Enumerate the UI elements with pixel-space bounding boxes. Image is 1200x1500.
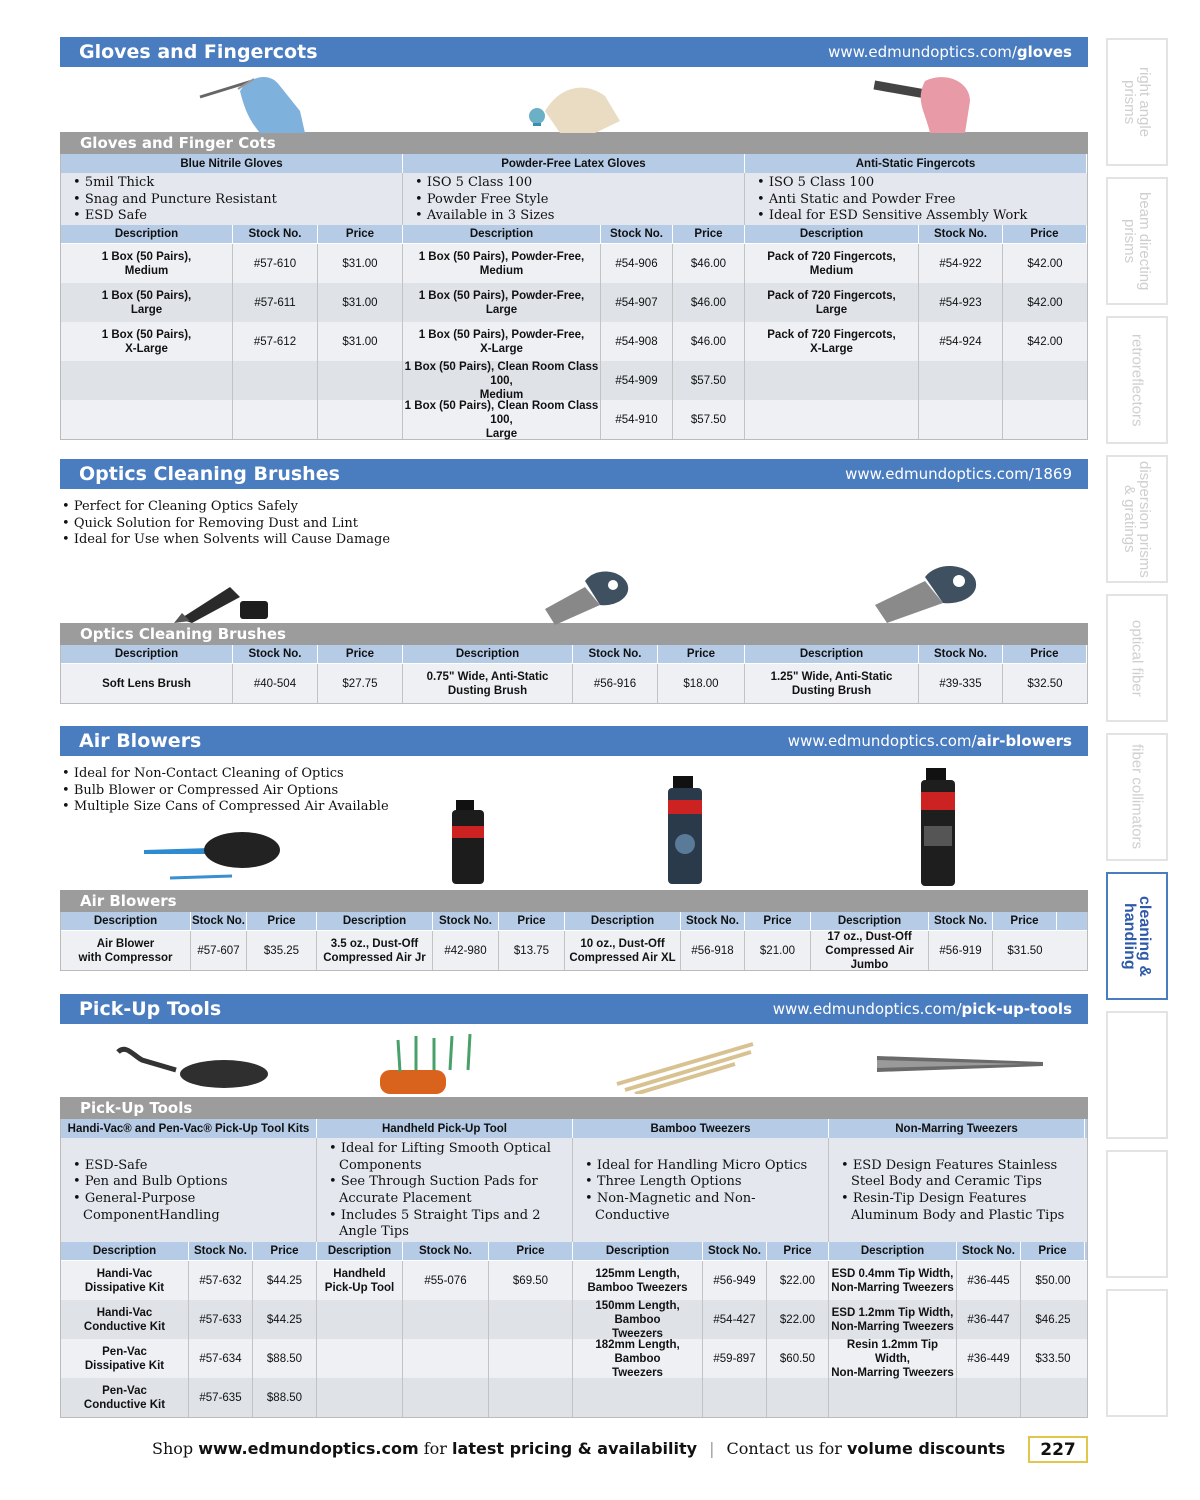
sidebar-tab-label: optical fiber <box>1128 619 1146 697</box>
family-bullets-row <box>61 1138 1087 1242</box>
column-header: Price <box>745 912 811 930</box>
description-cell: 17 oz., Dust-Off Compressed Air Jumbo <box>811 931 929 970</box>
stock-number-cell: #57-635 <box>189 1378 253 1417</box>
column-header: Description <box>829 1242 957 1260</box>
stock-number-cell: #54-909 <box>601 361 673 400</box>
sidebar-tab-label: fiber collimators <box>1128 744 1146 850</box>
stock-number-cell: #54-923 <box>919 283 1003 322</box>
stock-number-cell: #56-918 <box>681 931 745 970</box>
bullet-item: • Non-Magnetic and Non-Conductive <box>585 1191 828 1224</box>
sidebar-tabs <box>1106 38 1168 1428</box>
bullet-item: • Ideal for Use when Solvents will Cause Damage <box>62 532 390 549</box>
sidebar-tab[interactable] <box>1106 872 1168 1000</box>
description-cell: 150mm Length, Bamboo Tweezers <box>573 1300 703 1339</box>
stock-number-cell: #59-897 <box>703 1339 767 1378</box>
family-name: Powder-Free Latex Gloves <box>403 154 745 173</box>
pickup-section <box>60 994 1088 1418</box>
table-row <box>61 1378 1087 1417</box>
family-bullets-cell <box>61 1138 317 1242</box>
description-cell: 1 Box (50 Pairs), Large <box>61 283 233 322</box>
description-cell: Resin 1.2mm Tip Width, Non-Marring Tweezers <box>829 1339 957 1378</box>
bullet-item: • Resin-Tip Design Features Aluminum Body and Plastic Tips <box>841 1191 1085 1224</box>
family-name: Non-Marring Tweezers <box>829 1119 1085 1138</box>
table-row <box>61 283 1087 322</box>
bullet-list <box>317 1139 572 1241</box>
price-cell: $69.50 <box>489 1261 573 1300</box>
sidebar-tab-label: dispersion prisms & gratings <box>1121 460 1153 578</box>
price-cell: $60.50 <box>767 1339 829 1378</box>
price-cell: $46.00 <box>673 322 745 361</box>
gloves-images <box>60 67 1088 132</box>
family-name: Blue Nitrile Gloves <box>61 154 403 173</box>
dusting-brush-large-image <box>875 561 985 627</box>
stock-number-cell: #57-634 <box>189 1339 253 1378</box>
price-cell: $31.00 <box>318 244 403 283</box>
column-header: Stock No. <box>957 1242 1021 1260</box>
brushes-table-title: Optics Cleaning Brushes <box>60 623 1088 645</box>
bullet-item: • Powder Free Style <box>415 192 554 209</box>
price-cell <box>1003 400 1087 439</box>
bullet-item: • Three Length Options <box>585 1174 828 1191</box>
description-cell: 1 Box (50 Pairs), Clean Room Class 100, Medium <box>403 361 601 400</box>
description-cell <box>317 1339 403 1378</box>
description-cell <box>745 400 919 439</box>
family-bullets-cell <box>573 1138 829 1242</box>
column-header: Description <box>745 645 919 663</box>
sidebar-tab[interactable] <box>1106 594 1168 722</box>
description-cell: Handi-Vac Dissipative Kit <box>61 1261 189 1300</box>
bullet-list <box>745 173 1027 225</box>
column-header: Stock No. <box>703 1242 767 1260</box>
table-row <box>61 322 1087 361</box>
brushes-bullets <box>62 499 390 549</box>
price-cell <box>1021 1378 1085 1417</box>
blowers-header-band <box>60 726 1088 756</box>
stock-number-cell: #36-445 <box>957 1261 1021 1300</box>
price-cell: $42.00 <box>1027 257 1063 270</box>
column-header: Description <box>745 225 919 243</box>
pickup-table-title: Pick-Up Tools <box>60 1097 1088 1119</box>
price-cell: $44.25 <box>253 1261 317 1300</box>
bullet-item: • Includes 5 Straight Tips and 2 Angle Tips <box>329 1208 572 1241</box>
price-cell: $21.00 <box>745 931 811 970</box>
gloves-url[interactable]: www.edmundoptics.com/gloves <box>828 43 1072 61</box>
stock-number-cell: #56-949 <box>703 1261 767 1300</box>
price-cell: $44.25 <box>253 1300 317 1339</box>
sidebar-tab-label: retroreflectors <box>1128 333 1146 427</box>
table-row <box>61 1339 1087 1378</box>
price-cell: $46.25 <box>1035 1313 1071 1326</box>
gloves-title: Gloves and Fingercots <box>79 41 318 63</box>
column-header: Price <box>658 645 745 663</box>
price-cell: $88.50 <box>253 1378 317 1417</box>
price-cell: $18.00 <box>658 664 745 703</box>
bullet-item: • Pen and Bulb Options <box>73 1174 316 1191</box>
description-cell: 1 Box (50 Pairs), Powder-Free, Large <box>403 283 601 322</box>
price-cell: $42.00 <box>1027 335 1063 348</box>
price-cell: $33.50 <box>1035 1352 1071 1365</box>
dust-off-xl-can-image <box>665 774 705 886</box>
description-cell: 1 Box (50 Pairs), Clean Room Class 100, Large <box>403 400 601 439</box>
price-cell: $31.00 <box>318 283 403 322</box>
bullet-item: • ISO 5 Class 100 <box>757 175 1027 192</box>
sidebar-tab-label: beam directing prisms <box>1121 191 1153 291</box>
stock-number-cell: #57-607 <box>191 931 247 970</box>
bullet-item: • ESD-Safe <box>73 1158 316 1175</box>
description-cell: 1 Box (50 Pairs), Powder-Free, Medium <box>403 244 601 283</box>
family-bullets-row <box>61 173 1087 225</box>
bullet-item: • ESD Design Features Stainless Steel Body and Ceramic Tips <box>841 1158 1085 1191</box>
brushes-title: Optics Cleaning Brushes <box>79 463 340 485</box>
description-cell: Pack of 720 Fingercots, X-Large <box>745 322 919 361</box>
table-row <box>61 244 1087 283</box>
description-cell: Handi-Vac Conductive Kit <box>61 1300 189 1339</box>
description-cell: 10 oz., Dust-Off Compressed Air XL <box>565 931 681 970</box>
column-header: Description <box>811 912 929 930</box>
bullet-list <box>829 1156 1085 1224</box>
non-marring-tweezers-image <box>875 1052 1045 1076</box>
stock-number-cell: #54-906 <box>601 244 673 283</box>
pickup-header-band <box>60 994 1088 1024</box>
stock-number-cell: #55-076 <box>403 1261 489 1300</box>
description-cell: Pen-Vac Conductive Kit <box>61 1378 189 1417</box>
description-cell: ESD 0.4mm Tip Width, Non-Marring Tweezers <box>829 1261 957 1300</box>
stock-number-cell: #57-612 <box>233 322 318 361</box>
stock-number-cell <box>233 400 318 439</box>
fingercot-image <box>870 71 990 133</box>
stock-number-cell: #57-611 <box>233 283 318 322</box>
stock-number-cell: #57-632 <box>189 1261 253 1300</box>
latex-glove-image <box>515 71 625 133</box>
price-cell <box>767 1378 829 1417</box>
bulb-blower-image <box>140 828 280 888</box>
price-cell: $27.75 <box>318 664 403 703</box>
stock-number-cell: #54-427 <box>703 1300 767 1339</box>
column-header: Price <box>318 645 403 663</box>
column-header-row <box>61 225 1087 244</box>
price-cell <box>318 400 403 439</box>
price-cell: $50.00 <box>1035 1274 1071 1287</box>
column-header: Description <box>565 912 681 930</box>
column-header: Price <box>499 912 565 930</box>
price-cell: $42.00 <box>1027 296 1063 309</box>
price-cell <box>489 1300 573 1339</box>
column-header: Stock No. <box>601 225 673 243</box>
bullet-item: • Snag and Puncture Resistant <box>73 192 277 209</box>
handheld-pickup-tool-image <box>378 1030 494 1096</box>
column-header: Description <box>61 645 233 663</box>
description-cell: 182mm Length, Bamboo Tweezers <box>573 1339 703 1378</box>
price-cell: $46.00 <box>673 244 745 283</box>
bullet-item: • Ideal for Handling Micro Optics <box>585 1158 828 1175</box>
price-cell: $57.50 <box>673 361 745 400</box>
bullet-item: • Anti Static and Powder Free <box>757 192 1027 209</box>
column-header: Stock No. <box>919 645 1003 663</box>
pickup-title: Pick-Up Tools <box>79 998 222 1020</box>
soft-lens-brush-image <box>170 579 270 623</box>
blowers-table-title: Air Blowers <box>60 890 1088 912</box>
brushes-header-band <box>60 459 1088 489</box>
stock-number-cell: #57-633 <box>189 1300 253 1339</box>
description-cell: Pack of 720 Fingercots, Medium <box>745 244 919 283</box>
bullet-list <box>61 1156 316 1224</box>
blowers-title: Air Blowers <box>79 730 202 752</box>
column-header-row <box>61 912 1087 931</box>
gloves-table <box>60 154 1088 440</box>
sidebar-tab[interactable] <box>1106 177 1168 305</box>
column-header: Price <box>993 912 1057 930</box>
stock-number-cell: #40-504 <box>233 664 318 703</box>
column-header: Price <box>489 1242 573 1260</box>
description-cell: 1 Box (50 Pairs), X-Large <box>61 322 233 361</box>
column-header: Description <box>403 645 573 663</box>
price-cell: $46.00 <box>673 283 745 322</box>
dusting-brush-small-image <box>545 567 635 629</box>
column-header: Price <box>1021 1242 1085 1260</box>
description-cell <box>573 1378 703 1417</box>
price-cell: $32.50 <box>1027 677 1063 690</box>
blowers-table <box>60 912 1088 971</box>
stock-number-cell: #54-924 <box>919 322 1003 361</box>
table-row <box>61 664 1087 703</box>
description-cell <box>317 1378 403 1417</box>
price-cell <box>489 1378 573 1417</box>
dust-off-jumbo-can-image <box>918 766 958 888</box>
column-header: Price <box>767 1242 829 1260</box>
price-cell: $88.50 <box>253 1339 317 1378</box>
description-cell: Handheld Pick-Up Tool <box>317 1261 403 1300</box>
column-header: Stock No. <box>191 912 247 930</box>
price-cell <box>318 361 403 400</box>
sidebar-tab[interactable] <box>1106 38 1168 166</box>
description-cell <box>61 361 233 400</box>
description-cell: ESD 1.2mm Tip Width, Non-Marring Tweezers <box>829 1300 957 1339</box>
column-header: Price <box>673 225 745 243</box>
sidebar-tab[interactable] <box>1106 1011 1168 1139</box>
column-header: Description <box>403 225 601 243</box>
bullet-item: • Ideal for Non-Contact Cleaning of Optics <box>62 766 389 783</box>
blowers-section <box>60 726 1088 971</box>
family-name: Handheld Pick-Up Tool <box>317 1119 573 1138</box>
description-cell: 1 Box (50 Pairs), Medium <box>61 244 233 283</box>
bullet-item: • ISO 5 Class 100 <box>415 175 554 192</box>
stock-number-cell <box>919 400 1003 439</box>
table-row <box>61 1261 1087 1300</box>
dust-off-jr-can-image <box>448 796 488 886</box>
bullet-item: • See Through Suction Pads for Accurate Placement <box>329 1174 572 1207</box>
price-cell: $31.00 <box>318 322 403 361</box>
bullet-item: • Perfect for Cleaning Optics Safely <box>62 499 390 516</box>
bullet-item: • Ideal for Lifting Smooth Optical Components <box>329 1141 572 1174</box>
column-header: Description <box>317 1242 403 1260</box>
bullet-item: • Quick Solution for Removing Dust and Lint <box>62 516 390 533</box>
price-cell <box>1003 361 1087 400</box>
table-row <box>61 931 1087 970</box>
bamboo-tweezers-image <box>615 1036 755 1094</box>
column-header: Price <box>253 1242 317 1260</box>
stock-number-cell: #54-922 <box>919 244 1003 283</box>
family-bullets-cell <box>317 1138 573 1242</box>
stock-number-cell: #57-610 <box>233 244 318 283</box>
table-row <box>61 400 1087 439</box>
bullet-item: • General-Purpose ComponentHandling <box>73 1191 316 1224</box>
sidebar-tab[interactable] <box>1106 455 1168 583</box>
pickup-images <box>60 1024 1088 1097</box>
blowers-bullets <box>62 766 389 816</box>
description-cell: 1 Box (50 Pairs), Powder-Free, X-Large <box>403 322 601 361</box>
stock-number-cell <box>233 361 318 400</box>
bullet-list <box>61 173 277 225</box>
price-cell: $57.50 <box>673 400 745 439</box>
gloves-header-band <box>60 37 1088 67</box>
description-cell: 0.75" Wide, Anti-Static Dusting Brush <box>403 664 573 703</box>
table-row <box>61 361 1087 400</box>
gloves-section <box>60 37 1088 440</box>
stock-number-cell <box>919 361 1003 400</box>
column-header-row <box>61 1242 1087 1261</box>
footer-site-link[interactable]: www.edmundoptics.com <box>198 1439 419 1458</box>
stock-number-cell: #56-916 <box>573 664 658 703</box>
sidebar-tab-label: right angle prisms <box>1121 66 1153 138</box>
column-header: Price <box>318 225 403 243</box>
stock-number-cell: #36-447 <box>957 1300 1021 1339</box>
stock-number-cell: #54-908 <box>601 322 673 361</box>
pickup-url[interactable]: www.edmundoptics.com/pick-up-tools <box>772 1000 1072 1018</box>
stock-number-cell <box>703 1378 767 1417</box>
blowers-images <box>60 756 1088 890</box>
column-header: Price <box>1003 645 1087 663</box>
bullet-item: • 5mil Thick <box>73 175 277 192</box>
stock-number-cell: #54-907 <box>601 283 673 322</box>
description-cell <box>61 400 233 439</box>
family-header-row <box>61 1119 1087 1138</box>
bullet-item: • Ideal for ESD Sensitive Assembly Work <box>757 208 1027 225</box>
column-header: Description <box>61 225 233 243</box>
column-header: Stock No. <box>573 645 658 663</box>
price-cell <box>489 1339 573 1378</box>
stock-number-cell: #39-335 <box>919 664 1003 703</box>
price-cell: $22.00 <box>767 1261 829 1300</box>
sidebar-tab[interactable] <box>1106 1289 1168 1417</box>
column-header: Price <box>1003 225 1087 243</box>
column-header: Stock No. <box>233 645 318 663</box>
pickup-table <box>60 1119 1088 1418</box>
stock-number-cell <box>957 1378 1021 1417</box>
description-cell: Pack of 720 Fingercots, Large <box>745 283 919 322</box>
brushes-table <box>60 645 1088 704</box>
handi-vac-image <box>116 1044 268 1094</box>
price-cell: $35.25 <box>247 931 317 970</box>
description-cell <box>745 361 919 400</box>
bullet-item: • Available in 3 Sizes <box>415 208 554 225</box>
gloves-table-title: Gloves and Finger Cots <box>60 132 1088 154</box>
stock-number-cell <box>403 1339 489 1378</box>
family-header-row <box>61 154 1087 173</box>
description-cell: Pen-Vac Dissipative Kit <box>61 1339 189 1378</box>
column-header: Description <box>61 1242 189 1260</box>
family-name: Anti-Static Fingercots <box>745 154 1087 173</box>
family-bullets-cell <box>829 1138 1085 1242</box>
column-header: Description <box>61 912 191 930</box>
description-cell <box>829 1378 957 1417</box>
description-cell <box>317 1300 403 1339</box>
page-number: 227 <box>1028 1436 1088 1463</box>
price-cell: $22.00 <box>767 1300 829 1339</box>
bullet-list <box>403 173 554 225</box>
brushes-section <box>60 459 1088 704</box>
blue-glove-image <box>190 71 340 133</box>
stock-number-cell: #56-919 <box>929 931 993 970</box>
column-header: Stock No. <box>929 912 993 930</box>
description-cell: 3.5 oz., Dust-Off Compressed Air Jr <box>317 931 433 970</box>
price-cell: $31.50 <box>1007 944 1043 957</box>
column-header: Price <box>247 912 317 930</box>
stock-number-cell: #42-980 <box>433 931 499 970</box>
stock-number-cell <box>403 1300 489 1339</box>
column-header: Stock No. <box>403 1242 489 1260</box>
bullet-item: • ESD Safe <box>73 208 277 225</box>
stock-number-cell: #36-449 <box>957 1339 1021 1378</box>
blowers-url[interactable]: www.edmundoptics.com/air-blowers <box>787 732 1072 750</box>
price-cell: $13.75 <box>499 931 565 970</box>
sidebar-tab[interactable] <box>1106 316 1168 444</box>
family-bullets-cell <box>403 173 745 225</box>
sidebar-tab[interactable] <box>1106 1150 1168 1278</box>
column-header: Stock No. <box>433 912 499 930</box>
brushes-url[interactable]: www.edmundoptics.com/1869 <box>845 465 1072 483</box>
description-cell: Soft Lens Brush <box>61 664 233 703</box>
family-bullets-cell <box>61 173 403 225</box>
brushes-images <box>60 489 1088 623</box>
description-cell: 125mm Length, Bamboo Tweezers <box>573 1261 703 1300</box>
bullet-item: • Bulb Blower or Compressed Air Options <box>62 783 389 800</box>
footer: Shop www.edmundoptics.com for latest pricing & availability | Contact us for volume discounts <box>152 1439 1006 1458</box>
column-header: Stock No. <box>233 225 318 243</box>
table-row <box>61 1300 1087 1339</box>
description-cell: Air Blower with Compressor <box>61 931 191 970</box>
stock-number-cell: #54-910 <box>601 400 673 439</box>
bullet-item: • Multiple Size Cans of Compressed Air Available <box>62 799 389 816</box>
sidebar-tab-label: cleaning & handling <box>1121 895 1153 977</box>
sidebar-tab[interactable] <box>1106 733 1168 861</box>
bullet-list <box>573 1156 828 1224</box>
column-header: Description <box>317 912 433 930</box>
family-name: Handi-Vac® and Pen-Vac® Pick-Up Tool Kits <box>61 1119 317 1138</box>
description-cell: 1.25" Wide, Anti-Static Dusting Brush <box>745 664 919 703</box>
stock-number-cell <box>403 1378 489 1417</box>
family-name: Bamboo Tweezers <box>573 1119 829 1138</box>
column-header: Stock No. <box>681 912 745 930</box>
family-bullets-cell <box>745 173 1087 225</box>
column-header: Description <box>573 1242 703 1260</box>
column-header: Stock No. <box>919 225 1003 243</box>
column-header-row <box>61 645 1087 664</box>
column-header: Stock No. <box>189 1242 253 1260</box>
